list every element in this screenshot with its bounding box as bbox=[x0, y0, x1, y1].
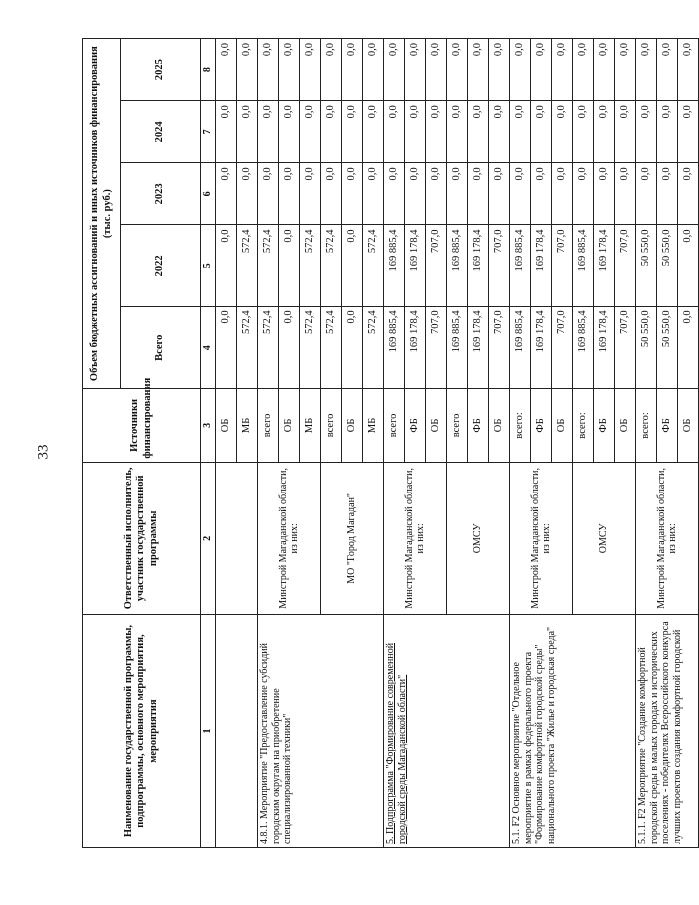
value-2025: 0,0 bbox=[321, 39, 342, 101]
value-2025: 0,0 bbox=[216, 39, 237, 101]
source-cell: всего bbox=[384, 389, 405, 462]
value-2022: 50 550,0 bbox=[657, 225, 678, 307]
responsible-cell: МО "Город Магадан" bbox=[321, 462, 384, 614]
value-2025: 0,0 bbox=[237, 39, 258, 101]
source-cell: МБ bbox=[237, 389, 258, 462]
total-cell: 707,0 bbox=[615, 307, 636, 389]
value-2025: 0,0 bbox=[279, 39, 300, 101]
value-2024: 0,0 bbox=[447, 101, 468, 163]
total-cell: 50 550,0 bbox=[657, 307, 678, 389]
value-2024: 0,0 bbox=[489, 101, 510, 163]
value-2024: 0,0 bbox=[552, 101, 573, 163]
value-2022: 572,4 bbox=[300, 225, 321, 307]
source-cell: ФБ bbox=[594, 389, 615, 462]
table-row bbox=[510, 39, 531, 848]
value-2022: 707,0 bbox=[489, 225, 510, 307]
header-year-2024: 2024 bbox=[121, 101, 201, 163]
col-number: 8 bbox=[201, 39, 216, 101]
total-cell: 572,4 bbox=[258, 307, 279, 389]
source-cell: МБ bbox=[363, 389, 384, 462]
total-cell: 572,4 bbox=[321, 307, 342, 389]
value-2022: 169 178,4 bbox=[468, 225, 489, 307]
program-name-cell: 5. Подпрограмма "Формирование современной городской среды Магаданской области" bbox=[384, 615, 510, 848]
total-cell: 572,4 bbox=[300, 307, 321, 389]
source-cell: ФБ bbox=[468, 389, 489, 462]
responsible-cell: Минстрой Магаданской области, из них: bbox=[510, 462, 573, 614]
total-cell: 169 885,4 bbox=[510, 307, 531, 389]
value-2022: 572,4 bbox=[258, 225, 279, 307]
program-name-cell: 5.1.1. F2 Мероприятие "Создание комфортной городской среды в малых городах и исторических поселениях - победителях Всероссийского конкурса лучших проектов создания комфортной городской bbox=[636, 615, 699, 848]
value-2022: 169 885,4 bbox=[447, 225, 468, 307]
value-2022: 0,0 bbox=[279, 225, 300, 307]
value-2023: 0,0 bbox=[573, 163, 594, 225]
value-2024: 0,0 bbox=[363, 101, 384, 163]
value-2024: 0,0 bbox=[615, 101, 636, 163]
header-year-2023: 2023 bbox=[121, 163, 201, 225]
responsible-cell: Минстрой Магаданской области, из них: bbox=[636, 462, 699, 614]
value-2025: 0,0 bbox=[384, 39, 405, 101]
value-2023: 0,0 bbox=[384, 163, 405, 225]
value-2023: 0,0 bbox=[510, 163, 531, 225]
header-source: Источники финансирования bbox=[83, 389, 201, 462]
program-name-cell bbox=[216, 615, 258, 848]
source-cell: всего: bbox=[573, 389, 594, 462]
responsible-cell: ОМСУ bbox=[447, 462, 510, 614]
value-2024: 0,0 bbox=[321, 101, 342, 163]
responsible-cell bbox=[216, 462, 258, 614]
header-year-2022: 2022 bbox=[121, 225, 201, 307]
value-2022: 572,4 bbox=[237, 225, 258, 307]
source-cell: ФБ bbox=[405, 389, 426, 462]
table-wrapper bbox=[82, 38, 693, 848]
total-cell: 707,0 bbox=[489, 307, 510, 389]
value-2024: 0,0 bbox=[237, 101, 258, 163]
program-name-cell: 5.1. F2 Основное мероприятие "Отдельное мероприятие в рамках федерального проекта "Формирование комфортной городской среды" национального проекта "Жилье и городская среда" bbox=[510, 615, 636, 848]
source-cell: ФБ bbox=[657, 389, 678, 462]
col-number: 4 bbox=[201, 307, 216, 389]
col-number: 5 bbox=[201, 225, 216, 307]
source-cell: всего bbox=[258, 389, 279, 462]
value-2025: 0,0 bbox=[615, 39, 636, 101]
table-row bbox=[258, 39, 279, 848]
value-2024: 0,0 bbox=[636, 101, 657, 163]
value-2023: 0,0 bbox=[426, 163, 447, 225]
value-2025: 0,0 bbox=[531, 39, 552, 101]
total-cell: 169 885,4 bbox=[384, 307, 405, 389]
total-cell: 707,0 bbox=[426, 307, 447, 389]
total-cell: 169 178,4 bbox=[531, 307, 552, 389]
value-2024: 0,0 bbox=[426, 101, 447, 163]
value-2025: 0,0 bbox=[405, 39, 426, 101]
source-cell: ОБ bbox=[678, 389, 699, 462]
responsible-cell: Минстрой Магаданской области, из них: bbox=[258, 462, 321, 614]
col-number: 3 bbox=[201, 389, 216, 462]
value-2022: 169 885,4 bbox=[573, 225, 594, 307]
value-2023: 0,0 bbox=[615, 163, 636, 225]
page-number: 33 bbox=[35, 444, 52, 460]
value-2024: 0,0 bbox=[678, 101, 699, 163]
value-2023: 0,0 bbox=[258, 163, 279, 225]
value-2023: 0,0 bbox=[468, 163, 489, 225]
value-2024: 0,0 bbox=[258, 101, 279, 163]
column-numbers-row bbox=[201, 39, 216, 848]
value-2024: 0,0 bbox=[279, 101, 300, 163]
total-cell: 169 178,4 bbox=[594, 307, 615, 389]
program-name-cell: 4.8.1. Мероприятие "Предоставление субсидий городским округам на приобретение специализированной техники" bbox=[258, 615, 384, 848]
total-cell: 169 178,4 bbox=[405, 307, 426, 389]
value-2025: 0,0 bbox=[636, 39, 657, 101]
value-2025: 0,0 bbox=[573, 39, 594, 101]
value-2025: 0,0 bbox=[552, 39, 573, 101]
value-2023: 0,0 bbox=[594, 163, 615, 225]
source-cell: МБ bbox=[300, 389, 321, 462]
header-name: Наименование государственной программы, подпрограммы, основного мероприятия, мероприятия bbox=[83, 615, 201, 848]
source-cell: ОБ bbox=[489, 389, 510, 462]
value-2022: 169 178,4 bbox=[594, 225, 615, 307]
table-row bbox=[216, 39, 237, 848]
total-cell: 169 885,4 bbox=[447, 307, 468, 389]
responsible-cell: ОМСУ bbox=[573, 462, 636, 614]
total-cell: 169 885,4 bbox=[573, 307, 594, 389]
value-2022: 0,0 bbox=[678, 225, 699, 307]
value-2022: 0,0 bbox=[342, 225, 363, 307]
source-cell: всего: bbox=[510, 389, 531, 462]
value-2023: 0,0 bbox=[342, 163, 363, 225]
total-cell: 572,4 bbox=[237, 307, 258, 389]
col-number: 6 bbox=[201, 163, 216, 225]
value-2024: 0,0 bbox=[531, 101, 552, 163]
col-number: 7 bbox=[201, 101, 216, 163]
value-2024: 0,0 bbox=[510, 101, 531, 163]
value-2024: 0,0 bbox=[405, 101, 426, 163]
source-cell: ОБ bbox=[342, 389, 363, 462]
total-cell: 0,0 bbox=[678, 307, 699, 389]
value-2022: 707,0 bbox=[552, 225, 573, 307]
value-2025: 0,0 bbox=[468, 39, 489, 101]
value-2022: 707,0 bbox=[615, 225, 636, 307]
value-2023: 0,0 bbox=[279, 163, 300, 225]
source-cell: всего: bbox=[636, 389, 657, 462]
value-2025: 0,0 bbox=[258, 39, 279, 101]
total-cell: 572,4 bbox=[363, 307, 384, 389]
value-2023: 0,0 bbox=[237, 163, 258, 225]
value-2025: 0,0 bbox=[657, 39, 678, 101]
total-cell: 0,0 bbox=[342, 307, 363, 389]
value-2023: 0,0 bbox=[489, 163, 510, 225]
source-cell: ОБ bbox=[552, 389, 573, 462]
value-2023: 0,0 bbox=[531, 163, 552, 225]
col-number: 1 bbox=[201, 615, 216, 848]
value-2023: 0,0 bbox=[216, 163, 237, 225]
value-2023: 0,0 bbox=[321, 163, 342, 225]
value-2024: 0,0 bbox=[300, 101, 321, 163]
value-2022: 169 885,4 bbox=[510, 225, 531, 307]
col-number: 2 bbox=[201, 462, 216, 614]
value-2025: 0,0 bbox=[678, 39, 699, 101]
header-year-2025: 2025 bbox=[121, 39, 201, 101]
value-2024: 0,0 bbox=[594, 101, 615, 163]
value-2025: 0,0 bbox=[510, 39, 531, 101]
responsible-cell: Минстрой Магаданской области, из них: bbox=[384, 462, 447, 614]
total-cell: 50 550,0 bbox=[636, 307, 657, 389]
header-responsible: Ответственный исполнитель, участник государственной программы bbox=[83, 462, 201, 614]
value-2023: 0,0 bbox=[363, 163, 384, 225]
value-2023: 0,0 bbox=[678, 163, 699, 225]
value-2024: 0,0 bbox=[468, 101, 489, 163]
header-total: Всего bbox=[121, 307, 201, 389]
value-2022: 707,0 bbox=[426, 225, 447, 307]
total-cell: 169 178,4 bbox=[468, 307, 489, 389]
value-2024: 0,0 bbox=[342, 101, 363, 163]
value-2023: 0,0 bbox=[636, 163, 657, 225]
value-2022: 169 178,4 bbox=[531, 225, 552, 307]
rotated-table-area bbox=[82, 38, 693, 848]
value-2023: 0,0 bbox=[552, 163, 573, 225]
value-2025: 0,0 bbox=[489, 39, 510, 101]
value-2025: 0,0 bbox=[594, 39, 615, 101]
value-2024: 0,0 bbox=[573, 101, 594, 163]
source-cell: ОБ bbox=[426, 389, 447, 462]
value-2022: 50 550,0 bbox=[636, 225, 657, 307]
source-cell: ОБ bbox=[279, 389, 300, 462]
value-2025: 0,0 bbox=[342, 39, 363, 101]
value-2023: 0,0 bbox=[447, 163, 468, 225]
source-cell: ФБ bbox=[531, 389, 552, 462]
value-2025: 0,0 bbox=[447, 39, 468, 101]
value-2025: 0,0 bbox=[426, 39, 447, 101]
table-row bbox=[636, 39, 657, 848]
value-2022: 572,4 bbox=[363, 225, 384, 307]
value-2022: 169 885,4 bbox=[384, 225, 405, 307]
value-2022: 169 178,4 bbox=[405, 225, 426, 307]
total-cell: 707,0 bbox=[552, 307, 573, 389]
source-cell: всего bbox=[321, 389, 342, 462]
value-2024: 0,0 bbox=[657, 101, 678, 163]
value-2025: 0,0 bbox=[363, 39, 384, 101]
source-cell: ОБ bbox=[216, 389, 237, 462]
value-2024: 0,0 bbox=[216, 101, 237, 163]
value-2023: 0,0 bbox=[300, 163, 321, 225]
value-2023: 0,0 bbox=[657, 163, 678, 225]
financing-table bbox=[82, 38, 699, 848]
value-2022: 572,4 bbox=[321, 225, 342, 307]
header-volume: Объем бюджетных ассигнований и иных источников финансирования (тыс. руб.) bbox=[83, 39, 121, 389]
source-cell: всего bbox=[447, 389, 468, 462]
total-cell: 0,0 bbox=[279, 307, 300, 389]
value-2024: 0,0 bbox=[384, 101, 405, 163]
total-cell: 0,0 bbox=[216, 307, 237, 389]
table-row bbox=[384, 39, 405, 848]
value-2025: 0,0 bbox=[300, 39, 321, 101]
value-2023: 0,0 bbox=[405, 163, 426, 225]
source-cell: ОБ bbox=[615, 389, 636, 462]
value-2022: 0,0 bbox=[216, 225, 237, 307]
